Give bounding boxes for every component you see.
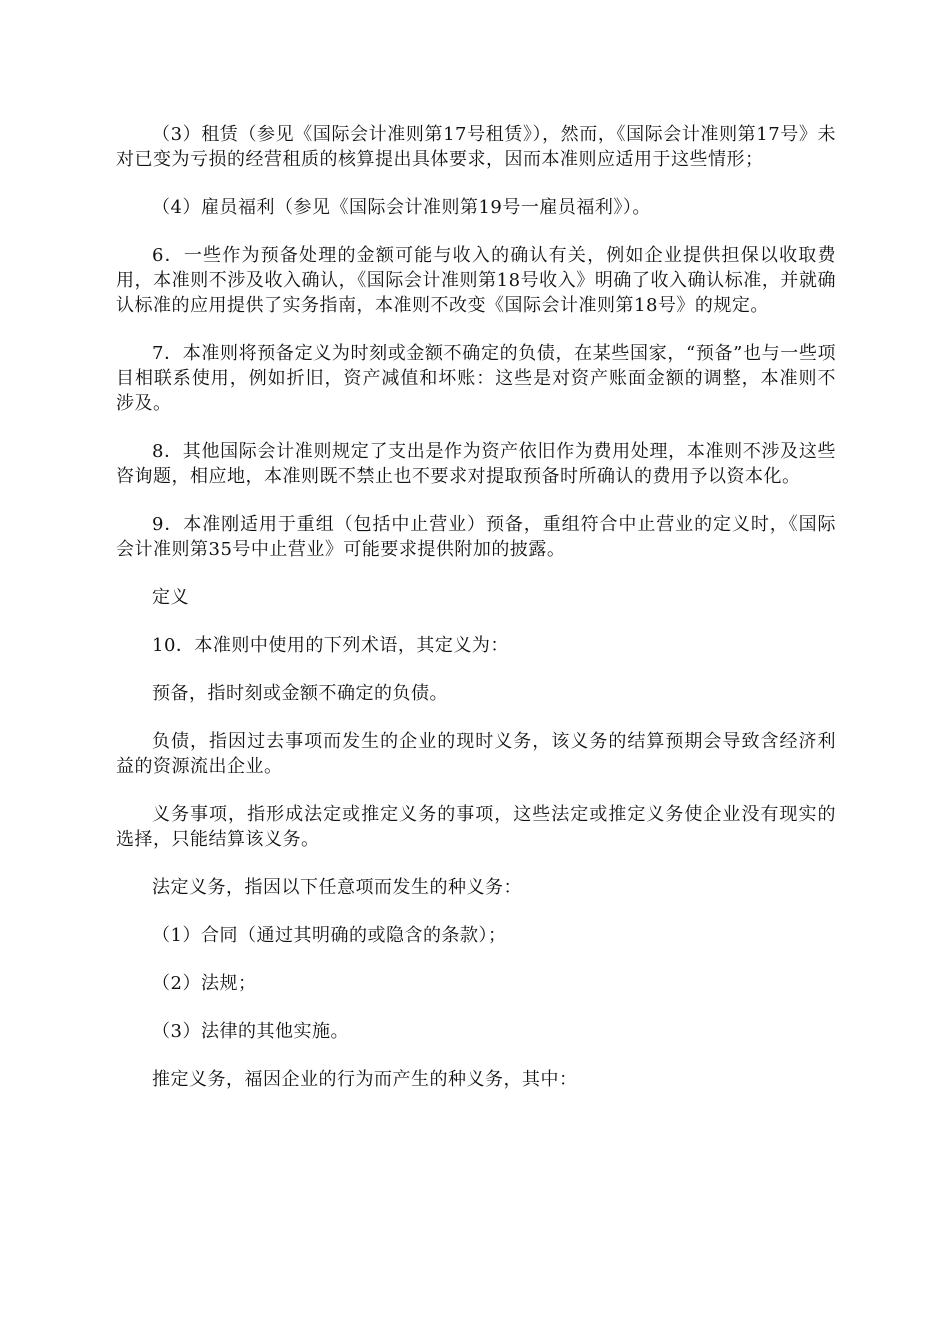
definition-legal-obligation: 法定义务，指因以下任意项而发生的种义务：	[152, 877, 522, 898]
paragraph-8: 8．其他国际会计准则规定了支出是作为资产依旧作为费用处理，本准则不涉及这些咨询题，相应地，本准则既不禁止也不要求对提取预备时所确认的费用予以资本化。	[116, 441, 836, 487]
definition-liability: 负债，指因过去事项而发生的企业的现时义务，该义务的结算预期会导致含经济利益的资源流出企业。	[116, 731, 836, 777]
section-heading-definitions: 定义	[152, 587, 189, 608]
paragraph-employee-benefits: （4）雇员福利（参见《国际会计准则第19号一雇员福利》）。	[152, 197, 651, 218]
definition-constructive-obligation: 推定义务，福因企业的行为而产生的种义务，其中：	[152, 1069, 578, 1090]
paragraph-10: 10．本准则中使用的下列术语，其定义为：	[152, 635, 509, 656]
list-item-legislation: （2）法规；	[152, 973, 257, 994]
paragraph-7: 7．本准则将预备定义为时刻或金额不确定的负债，在某些国家，“预备”也与一些项目相联系使用，例如折旧，资产减值和坏账：这些是对资产账面金额的调整，本准则不涉及。	[116, 343, 836, 414]
list-item-contract: （1）合同（通过其明确的或隐含的条款）；	[152, 925, 507, 946]
definition-provision: 预备，指时刻或金额不确定的负债。	[152, 683, 448, 704]
paragraph-lease: （3）租赁（参见《国际会计准则第17号租赁》），然而，《国际会计准则第17号》未对已变为亏损的经营租质的核算提出具体要求，因而本准则应适用于这些情形；	[116, 124, 836, 170]
definition-obligating-event: 义务事项，指形成法定或推定义务的事项，这些法定或推定义务使企业没有现实的选择，只能结算该义务。	[116, 804, 836, 850]
document-body	[116, 122, 836, 1115]
paragraph-6: 6．一些作为预备处理的金额可能与收入的确认有关，例如企业提供担保以收取费用，本准则不涉及收入确认，《国际会计准则第18号收入》明确了收入确认标准，并就确认标准的应用提供了实务指南，本准则不改变《国际会计准则第18号》的规定。	[116, 245, 836, 316]
list-item-operation-of-law: （3）法律的其他实施。	[152, 1021, 349, 1042]
paragraph-9: 9．本准刚适用于重组（包括中止营业）预备，重组符合中止营业的定义时，《国际会计准则第35号中止营业》可能要求提供附加的披露。	[116, 514, 836, 560]
